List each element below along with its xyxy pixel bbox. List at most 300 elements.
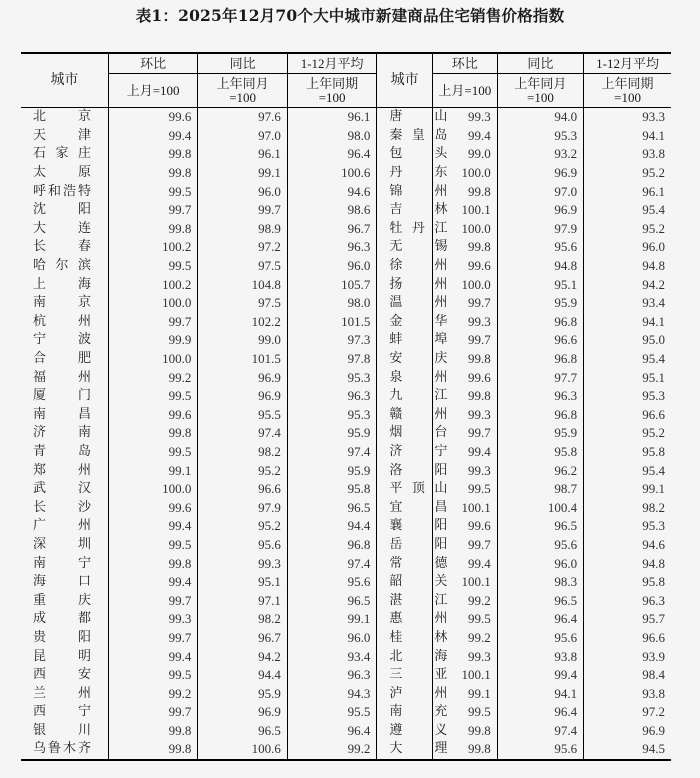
avg-value-left: 96.4 bbox=[287, 722, 377, 741]
city-char: 州 bbox=[77, 369, 91, 385]
mom-value-left: 100.0 bbox=[108, 480, 198, 499]
table-row bbox=[21, 461, 671, 480]
yoy-value-right: 96.9 bbox=[497, 201, 583, 220]
city-name-left bbox=[21, 145, 108, 164]
avg-value-left: 95.9 bbox=[287, 424, 377, 443]
yoy-value-right: 95.6 bbox=[497, 740, 583, 760]
city-char: 广 bbox=[33, 518, 47, 534]
yoy-header-left: 同比 bbox=[198, 53, 288, 74]
avg-value-left: 97.8 bbox=[287, 350, 377, 369]
city-char: 秦 bbox=[389, 127, 403, 143]
yoy-value-right: 93.8 bbox=[497, 647, 583, 666]
mom-value-left: 99.5 bbox=[108, 182, 198, 201]
avg-value-left: 98.0 bbox=[287, 294, 377, 313]
avg-value-left: 97.3 bbox=[287, 331, 377, 350]
city-char: 山 bbox=[434, 481, 448, 497]
city-char: 惠 bbox=[389, 611, 403, 627]
avg-value-right: 95.4 bbox=[584, 201, 671, 220]
table-row bbox=[21, 145, 671, 164]
avg-value-right: 96.9 bbox=[584, 722, 671, 741]
city-char: 韶 bbox=[389, 574, 403, 590]
city-char: 九 bbox=[389, 388, 403, 404]
mom-value-right: 99.3 bbox=[432, 313, 497, 332]
city-char: 遵 bbox=[389, 722, 403, 738]
yoy-base-left: 上年同月 =100 bbox=[198, 74, 288, 108]
city-column-header-right: 城市 bbox=[377, 53, 432, 108]
mom-value-right: 99.7 bbox=[432, 536, 497, 555]
avg-value-right: 93.9 bbox=[584, 647, 671, 666]
city-char: 州 bbox=[434, 295, 448, 311]
avg-value-left: 94.4 bbox=[287, 517, 377, 536]
city-name-left bbox=[21, 591, 108, 610]
city-char: 西 bbox=[33, 667, 47, 683]
city-name-left bbox=[21, 275, 108, 294]
yoy-value-left: 97.1 bbox=[198, 591, 288, 610]
city-name-left bbox=[21, 257, 108, 276]
city-char: 林 bbox=[434, 202, 448, 218]
city-char: 津 bbox=[77, 127, 91, 143]
mom-value-right: 99.8 bbox=[432, 722, 497, 741]
city-char: 福 bbox=[33, 369, 47, 385]
mom-value-left: 99.7 bbox=[108, 201, 198, 220]
city-char: 江 bbox=[434, 592, 448, 608]
city-char: 州 bbox=[434, 276, 448, 292]
city-char: 丹 bbox=[411, 220, 425, 236]
city-name-left bbox=[21, 201, 108, 220]
mom-value-left: 99.6 bbox=[108, 406, 198, 425]
avg-value-right: 95.7 bbox=[584, 610, 671, 629]
city-name-left bbox=[21, 684, 108, 703]
city-char: 三 bbox=[389, 667, 403, 683]
avg-value-left: 101.5 bbox=[287, 313, 377, 332]
city-char: 义 bbox=[434, 722, 448, 738]
city-char: 大 bbox=[389, 741, 403, 757]
table-row bbox=[21, 220, 671, 239]
mom-value-left: 99.9 bbox=[108, 331, 198, 350]
city-char: 昌 bbox=[434, 499, 448, 515]
yoy-value-left: 97.4 bbox=[198, 424, 288, 443]
city-char: 理 bbox=[434, 741, 448, 757]
city-char: 包 bbox=[389, 146, 403, 162]
table-row bbox=[21, 127, 671, 146]
mom-value-left: 99.5 bbox=[108, 536, 198, 555]
mom-value-left: 99.7 bbox=[108, 313, 198, 332]
city-name-right bbox=[377, 740, 448, 760]
avg-value-left: 96.4 bbox=[287, 145, 377, 164]
avg-value-right: 94.8 bbox=[584, 554, 671, 573]
city-char: 兰 bbox=[33, 685, 47, 701]
city-name-right bbox=[377, 145, 448, 164]
city-char: 头 bbox=[434, 146, 448, 162]
city-name-left bbox=[21, 554, 108, 573]
avg-value-right: 95.0 bbox=[584, 331, 671, 350]
mom-value-left: 99.3 bbox=[108, 610, 198, 629]
city-char: 木 bbox=[62, 741, 76, 757]
city-char: 常 bbox=[389, 555, 403, 571]
mom-value-left: 99.5 bbox=[108, 666, 198, 685]
avg-value-left: 98.0 bbox=[287, 127, 377, 146]
avg-value-right: 96.1 bbox=[584, 182, 671, 201]
avg-value-left: 96.7 bbox=[287, 220, 377, 239]
city-char: 锦 bbox=[389, 183, 403, 199]
city-name-right bbox=[377, 666, 448, 685]
city-char: 海 bbox=[434, 648, 448, 664]
avg-value-left: 95.3 bbox=[287, 406, 377, 425]
table-row bbox=[21, 294, 671, 313]
city-name-right bbox=[377, 127, 448, 146]
city-char: 华 bbox=[434, 313, 448, 329]
city-name-left bbox=[21, 350, 108, 369]
table-row bbox=[21, 201, 671, 220]
avg-value-right: 95.1 bbox=[584, 368, 671, 387]
city-char: 烟 bbox=[389, 425, 403, 441]
avg-value-left: 99.1 bbox=[287, 610, 377, 629]
city-name-right bbox=[377, 182, 448, 201]
mom-value-left: 99.4 bbox=[108, 517, 198, 536]
city-char: 州 bbox=[434, 183, 448, 199]
yoy-value-right: 96.5 bbox=[497, 517, 583, 536]
city-char: 洛 bbox=[389, 462, 403, 478]
yoy-value-left: 99.3 bbox=[198, 554, 288, 573]
yoy-value-left: 95.9 bbox=[198, 684, 288, 703]
yoy-value-left: 102.2 bbox=[198, 313, 288, 332]
city-char: 襄 bbox=[389, 518, 403, 534]
table-body bbox=[21, 108, 671, 760]
avg-value-left: 98.6 bbox=[287, 201, 377, 220]
city-char: 山 bbox=[434, 109, 448, 125]
city-name-left bbox=[21, 220, 108, 239]
table-row bbox=[21, 257, 671, 276]
city-name-right bbox=[377, 350, 448, 369]
city-char: 州 bbox=[434, 258, 448, 274]
city-char: 泸 bbox=[389, 685, 403, 701]
avg-value-left: 96.3 bbox=[287, 387, 377, 406]
mom-value-right: 99.6 bbox=[432, 517, 497, 536]
mom-value-left: 99.5 bbox=[108, 257, 198, 276]
city-name-right bbox=[377, 368, 448, 387]
city-name-right bbox=[377, 331, 448, 350]
city-char: 长 bbox=[33, 239, 47, 255]
yoy-value-left: 104.8 bbox=[198, 275, 288, 294]
city-char: 昌 bbox=[77, 406, 91, 422]
city-name-right bbox=[377, 610, 448, 629]
city-char: 庆 bbox=[77, 592, 91, 608]
yoy-value-left: 97.2 bbox=[198, 238, 288, 257]
avg-value-right: 98.4 bbox=[584, 666, 671, 685]
city-char: 乌 bbox=[33, 741, 47, 757]
table-row bbox=[21, 424, 671, 443]
yoy-value-right: 97.4 bbox=[497, 722, 583, 741]
yoy-value-left: 97.5 bbox=[198, 294, 288, 313]
city-name-right bbox=[377, 461, 448, 480]
yoy-value-right: 97.9 bbox=[497, 220, 583, 239]
mom-value-left: 100.0 bbox=[108, 294, 198, 313]
city-name-right bbox=[377, 108, 448, 127]
avg-value-right: 94.1 bbox=[584, 127, 671, 146]
yoy-value-left: 101.5 bbox=[198, 350, 288, 369]
yoy-value-left: 94.2 bbox=[198, 647, 288, 666]
table-row bbox=[21, 238, 671, 257]
city-char: 南 bbox=[33, 555, 47, 571]
avg-value-right: 93.8 bbox=[584, 684, 671, 703]
avg-value-left: 93.4 bbox=[287, 647, 377, 666]
city-name-left bbox=[21, 331, 108, 350]
avg-value-left: 94.6 bbox=[287, 182, 377, 201]
avg-value-right: 96.0 bbox=[584, 238, 671, 257]
city-name-right bbox=[377, 554, 448, 573]
city-char: 州 bbox=[434, 369, 448, 385]
city-name-right bbox=[377, 238, 448, 257]
mom-value-right: 99.7 bbox=[432, 424, 497, 443]
mom-value-left: 99.8 bbox=[108, 424, 198, 443]
table-row bbox=[21, 554, 671, 573]
yoy-value-right: 96.8 bbox=[497, 350, 583, 369]
avg-value-right: 95.3 bbox=[584, 387, 671, 406]
mom-value-right: 99.4 bbox=[432, 443, 497, 462]
city-char: 平 bbox=[389, 481, 403, 497]
avg-value-right: 96.6 bbox=[584, 406, 671, 425]
yoy-value-right: 97.0 bbox=[497, 182, 583, 201]
city-name-right bbox=[377, 257, 448, 276]
city-char: 武 bbox=[33, 481, 47, 497]
table-row bbox=[21, 443, 671, 462]
city-char: 岛 bbox=[77, 443, 91, 459]
mom-value-right: 100.0 bbox=[432, 275, 497, 294]
city-name-right bbox=[377, 424, 448, 443]
table-row bbox=[21, 684, 671, 703]
mom-value-left: 99.8 bbox=[108, 740, 198, 760]
city-char: 宁 bbox=[77, 704, 91, 720]
city-char: 北 bbox=[33, 109, 47, 125]
city-char: 上 bbox=[33, 276, 47, 292]
city-char: 宁 bbox=[33, 332, 47, 348]
city-char: 汉 bbox=[77, 481, 91, 497]
city-name-right bbox=[377, 480, 448, 499]
yoy-value-left: 96.9 bbox=[198, 703, 288, 722]
avg-value-right: 94.8 bbox=[584, 257, 671, 276]
avg-value-left: 97.4 bbox=[287, 554, 377, 573]
yoy-value-left: 96.7 bbox=[198, 629, 288, 648]
avg-value-right: 95.2 bbox=[584, 220, 671, 239]
mom-value-left: 99.8 bbox=[108, 220, 198, 239]
city-char: 圳 bbox=[77, 536, 91, 552]
avg-value-left: 95.3 bbox=[287, 368, 377, 387]
yoy-value-right: 96.0 bbox=[497, 554, 583, 573]
city-char: 口 bbox=[77, 574, 91, 590]
city-char: 桂 bbox=[389, 629, 403, 645]
city-name-right bbox=[377, 498, 448, 517]
city-char: 合 bbox=[33, 351, 47, 367]
mom-value-right: 99.5 bbox=[432, 480, 497, 499]
table-row bbox=[21, 666, 671, 685]
yoy-value-left: 97.5 bbox=[198, 257, 288, 276]
city-char: 济 bbox=[389, 443, 403, 459]
avg-value-right: 94.5 bbox=[584, 740, 671, 760]
mom-value-right: 99.8 bbox=[432, 350, 497, 369]
city-name-left bbox=[21, 610, 108, 629]
city-name-left bbox=[21, 108, 108, 127]
table-row bbox=[21, 368, 671, 387]
yoy-value-right: 98.3 bbox=[497, 573, 583, 592]
yoy-value-right: 96.2 bbox=[497, 461, 583, 480]
city-char: 哈 bbox=[33, 258, 47, 274]
mom-value-right: 100.1 bbox=[432, 573, 497, 592]
city-name-left bbox=[21, 629, 108, 648]
mom-value-right: 99.0 bbox=[432, 145, 497, 164]
yoy-value-right: 96.9 bbox=[497, 164, 583, 183]
avg-value-left: 96.1 bbox=[287, 108, 377, 127]
avg-value-right: 95.8 bbox=[584, 573, 671, 592]
avg-value-right: 95.2 bbox=[584, 424, 671, 443]
mom-base-left: 上月=100 bbox=[108, 74, 198, 108]
city-char: 贵 bbox=[33, 629, 47, 645]
mom-value-right: 99.3 bbox=[432, 108, 497, 127]
yoy-value-right: 95.6 bbox=[497, 629, 583, 648]
table-row bbox=[21, 573, 671, 592]
city-char: 宜 bbox=[389, 499, 403, 515]
yoy-value-right: 95.9 bbox=[497, 294, 583, 313]
mom-value-right: 99.4 bbox=[432, 554, 497, 573]
yoy-value-left: 96.9 bbox=[198, 368, 288, 387]
city-char: 重 bbox=[33, 592, 47, 608]
mom-value-left: 99.4 bbox=[108, 127, 198, 146]
city-name-left bbox=[21, 536, 108, 555]
yoy-value-right: 96.5 bbox=[497, 591, 583, 610]
avg-value-right: 95.3 bbox=[584, 517, 671, 536]
yoy-value-right: 96.4 bbox=[497, 610, 583, 629]
avg-value-right: 94.2 bbox=[584, 275, 671, 294]
city-char: 济 bbox=[33, 425, 47, 441]
avg-value-left: 95.8 bbox=[287, 480, 377, 499]
table-row bbox=[21, 610, 671, 629]
avg-value-right: 94.6 bbox=[584, 536, 671, 555]
city-char: 和 bbox=[47, 183, 61, 199]
city-char: 南 bbox=[77, 425, 91, 441]
city-char: 原 bbox=[77, 165, 91, 181]
mom-value-left: 99.6 bbox=[108, 108, 198, 127]
table-row bbox=[21, 275, 671, 294]
city-char: 南 bbox=[33, 295, 47, 311]
avg-value-right: 97.2 bbox=[584, 703, 671, 722]
avg-value-left: 96.5 bbox=[287, 498, 377, 517]
yoy-header-right: 同比 bbox=[497, 53, 583, 74]
avg-value-right: 99.1 bbox=[584, 480, 671, 499]
city-char: 徐 bbox=[389, 258, 403, 274]
mom-value-right: 99.1 bbox=[432, 684, 497, 703]
yoy-value-left: 96.5 bbox=[198, 722, 288, 741]
avg-value-right: 96.6 bbox=[584, 629, 671, 648]
city-char: 阳 bbox=[77, 629, 91, 645]
mom-value-right: 100.0 bbox=[432, 220, 497, 239]
city-char: 庆 bbox=[434, 351, 448, 367]
avg-value-left: 95.5 bbox=[287, 703, 377, 722]
city-char: 州 bbox=[434, 685, 448, 701]
city-char: 牡 bbox=[389, 220, 403, 236]
city-name-right bbox=[377, 294, 448, 313]
city-name-right bbox=[377, 629, 448, 648]
yoy-value-left: 95.5 bbox=[198, 406, 288, 425]
mom-value-right: 100.1 bbox=[432, 498, 497, 517]
city-char: 滨 bbox=[77, 258, 91, 274]
yoy-value-right: 95.6 bbox=[497, 238, 583, 257]
city-char: 台 bbox=[434, 425, 448, 441]
city-name-left bbox=[21, 238, 108, 257]
yoy-value-left: 97.0 bbox=[198, 127, 288, 146]
city-char: 银 bbox=[33, 722, 47, 738]
avg-value-left: 96.0 bbox=[287, 257, 377, 276]
city-column-header-left: 城市 bbox=[21, 53, 108, 108]
city-char: 德 bbox=[434, 555, 448, 571]
city-char: 宁 bbox=[434, 443, 448, 459]
yoy-value-right: 95.6 bbox=[497, 536, 583, 555]
city-char: 安 bbox=[77, 667, 91, 683]
city-name-left bbox=[21, 164, 108, 183]
city-name-right bbox=[377, 536, 448, 555]
city-name-left bbox=[21, 647, 108, 666]
city-name-right bbox=[377, 517, 448, 536]
city-name-left bbox=[21, 498, 108, 517]
yoy-value-right: 94.0 bbox=[497, 108, 583, 127]
yoy-value-left: 99.7 bbox=[198, 201, 288, 220]
mom-value-left: 99.7 bbox=[108, 591, 198, 610]
city-char: 州 bbox=[77, 462, 91, 478]
table-title: 表1：2025年12月70个大中城市新建商品住宅销售价格指数 bbox=[135, 6, 565, 25]
city-char: 石 bbox=[33, 146, 47, 162]
city-name-left bbox=[21, 424, 108, 443]
city-char: 太 bbox=[33, 165, 47, 181]
avg-value-left: 99.2 bbox=[287, 740, 377, 760]
yoy-value-left: 96.9 bbox=[198, 387, 288, 406]
city-name-right bbox=[377, 703, 448, 722]
mom-value-right: 99.3 bbox=[432, 647, 497, 666]
mom-value-right: 99.8 bbox=[432, 182, 497, 201]
yoy-value-left: 96.0 bbox=[198, 182, 288, 201]
mom-value-left: 99.5 bbox=[108, 443, 198, 462]
city-char: 充 bbox=[434, 704, 448, 720]
yoy-value-right: 95.1 bbox=[497, 275, 583, 294]
city-char: 春 bbox=[77, 239, 91, 255]
yoy-value-left: 98.2 bbox=[198, 610, 288, 629]
city-char: 安 bbox=[389, 351, 403, 367]
city-char: 南 bbox=[33, 406, 47, 422]
city-char: 埠 bbox=[434, 332, 448, 348]
avg-value-left: 96.5 bbox=[287, 591, 377, 610]
mom-value-right: 99.4 bbox=[432, 127, 497, 146]
mom-value-left: 99.5 bbox=[108, 387, 198, 406]
mom-value-right: 99.2 bbox=[432, 591, 497, 610]
mom-value-left: 100.0 bbox=[108, 350, 198, 369]
price-index-table bbox=[21, 52, 671, 761]
city-char: 无 bbox=[389, 239, 403, 255]
mom-value-left: 99.4 bbox=[108, 647, 198, 666]
mom-value-right: 99.8 bbox=[432, 238, 497, 257]
city-char: 顶 bbox=[411, 481, 425, 497]
city-name-left bbox=[21, 387, 108, 406]
mom-value-left: 99.7 bbox=[108, 703, 198, 722]
yoy-value-right: 94.1 bbox=[497, 684, 583, 703]
city-char: 沙 bbox=[77, 499, 91, 515]
mom-value-right: 100.0 bbox=[432, 164, 497, 183]
city-char: 庄 bbox=[77, 146, 91, 162]
table-row bbox=[21, 480, 671, 499]
city-char: 唐 bbox=[389, 109, 403, 125]
avg-value-left: 100.6 bbox=[287, 164, 377, 183]
city-char: 大 bbox=[33, 220, 47, 236]
mom-value-left: 99.8 bbox=[108, 554, 198, 573]
city-char: 天 bbox=[33, 127, 47, 143]
avg-value-left: 95.6 bbox=[287, 573, 377, 592]
yoy-value-right: 99.4 bbox=[497, 666, 583, 685]
